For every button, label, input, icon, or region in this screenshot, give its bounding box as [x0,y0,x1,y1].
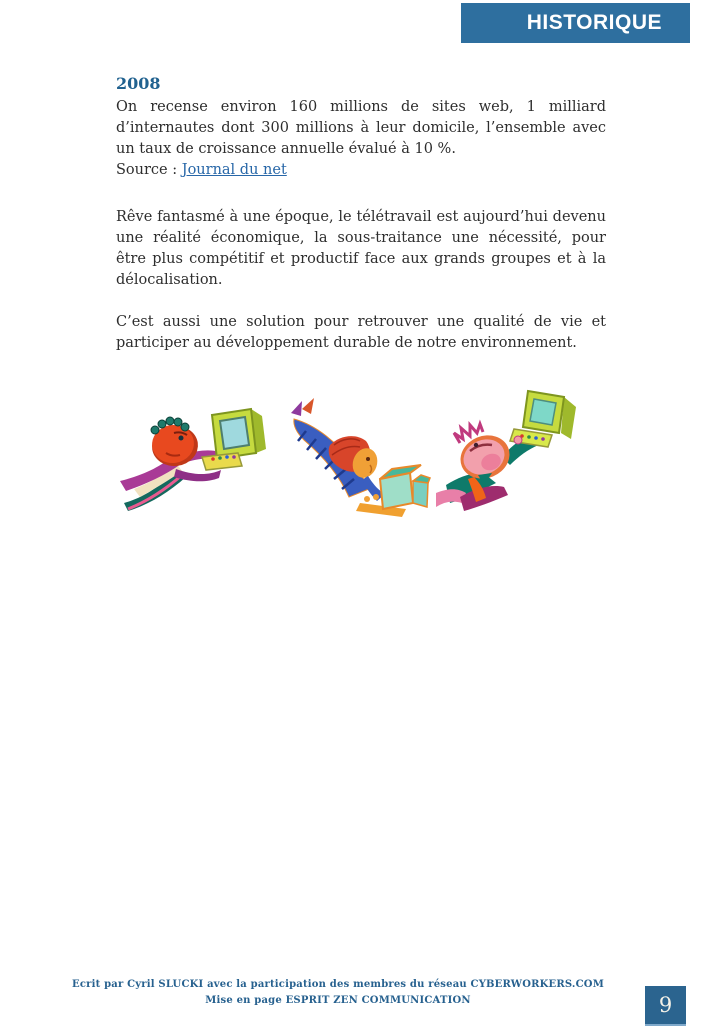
flying-workers-illustration [118,383,588,518]
text-line: une réalité économique, la sous-traitance une nécessité, pour [116,230,606,246]
text-line: d’internautes dont 300 millions à leur domicile, l’ensemble avec [116,120,606,136]
text-line: délocalisation. [116,272,223,288]
diving-worker-middle [291,398,430,517]
year-heading: 2008 [116,74,161,93]
journal-du-net-link[interactable]: Journal du net [181,162,287,178]
source-label: Source : [116,162,178,178]
credit-line-2: Mise en page ESPRIT ZEN COMMUNICATION [205,995,471,1006]
banner-title: HISTORIQUE [526,11,662,34]
flying-worker-right [436,391,576,511]
credit-line-1: Ecrit par Cyril SLUCKI avec la participation des membres du réseau CYBERWORKERS.COM [72,979,604,990]
historique-banner [461,3,690,43]
paragraph-stats-2008 [116,97,606,160]
text-line: participer au développement durable de notre environnement. [116,335,577,351]
computer-monitor-icon [202,409,266,470]
text-line: être plus compétitif et productif face aux grands groupes et à la [116,251,606,267]
text-line: On recense environ 160 millions de sites web, 1 milliard [116,99,606,115]
source-line [116,160,606,181]
page-number: 9 [658,993,673,1017]
laptop-computer-icon [510,391,576,447]
text-line: Rêve fantasmé à une époque, le télétravail est aujourd’hui devenu [116,209,606,225]
paragraph-qualite-de-vie [116,312,606,354]
page-number-badge [645,986,686,1026]
text-line: C’est aussi une solution pour retrouver une qualité de vie et [116,314,606,330]
footer-credits [64,977,612,1009]
text-line: un taux de croissance annuelle évalué à 10 %. [116,141,456,157]
flying-worker-left [120,409,266,511]
paragraph-teletravail [116,207,606,291]
article-content [116,74,606,354]
